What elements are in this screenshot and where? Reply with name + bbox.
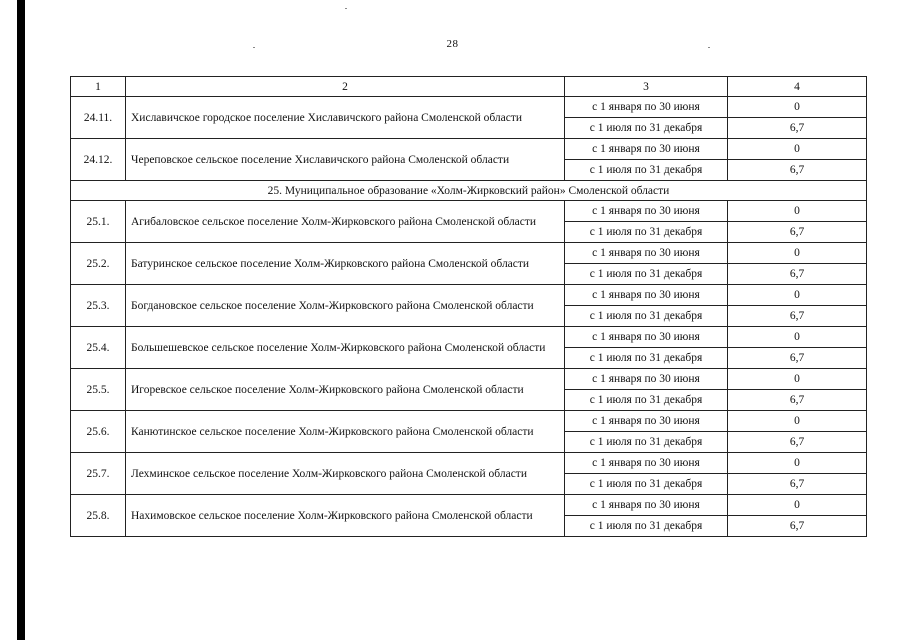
period-second-half: с 1 июля по 31 декабря [565, 222, 728, 243]
period-first-half: с 1 января по 30 июня [565, 453, 728, 474]
period-first-half: с 1 января по 30 июня [565, 285, 728, 306]
table-row [71, 453, 867, 474]
period-first-half: с 1 января по 30 июня [565, 495, 728, 516]
rate-second-half: 6,7 [728, 222, 867, 243]
table-row [71, 495, 867, 516]
scan-speck [345, 8, 347, 9]
table-row [71, 139, 867, 160]
period-first-half: с 1 января по 30 июня [565, 411, 728, 432]
row-number: 25.6. [71, 411, 126, 453]
row-number: 24.12. [71, 139, 126, 181]
settlement-name: Хиславичское городское поселение Хиславичского района Смоленской области [126, 97, 565, 139]
page-number: 28 [446, 38, 459, 50]
table-row [71, 369, 867, 390]
settlement-name: Богдановское сельское поселение Холм-Жирковского района Смоленской области [126, 285, 565, 327]
period-second-half: с 1 июля по 31 декабря [565, 348, 728, 369]
rate-second-half: 6,7 [728, 264, 867, 285]
row-number: 25.3. [71, 285, 126, 327]
period-first-half: с 1 января по 30 июня [565, 139, 728, 160]
rate-first-half: 0 [728, 243, 867, 264]
rate-first-half: 0 [728, 285, 867, 306]
period-first-half: с 1 января по 30 июня [565, 97, 728, 118]
rate-second-half: 6,7 [728, 348, 867, 369]
rate-second-half: 6,7 [728, 432, 867, 453]
scan-edge-bar [17, 0, 25, 640]
period-second-half: с 1 июля по 31 декабря [565, 474, 728, 495]
table-row [71, 327, 867, 348]
section-heading-row [71, 181, 867, 201]
settlement-name: Нахимовское сельское поселение Холм-Жирковского района Смоленской области [126, 495, 565, 537]
period-first-half: с 1 января по 30 июня [565, 243, 728, 264]
rate-first-half: 0 [728, 97, 867, 118]
settlement-name: Игоревское сельское поселение Холм-Жирковского района Смоленской области [126, 369, 565, 411]
period-second-half: с 1 июля по 31 декабря [565, 432, 728, 453]
table-row [71, 201, 867, 222]
row-number: 25.7. [71, 453, 126, 495]
settlement-name: Батуринское сельское поселение Холм-Жирковского района Смоленской области [126, 243, 565, 285]
period-second-half: с 1 июля по 31 декабря [565, 160, 728, 181]
period-first-half: с 1 января по 30 июня [565, 327, 728, 348]
row-number: 25.5. [71, 369, 126, 411]
rate-first-half: 0 [728, 495, 867, 516]
row-number: 25.1. [71, 201, 126, 243]
column-header-3: 3 [565, 77, 728, 97]
table-header-row [71, 77, 867, 97]
table-row [71, 97, 867, 118]
rate-second-half: 6,7 [728, 516, 867, 537]
rate-first-half: 0 [728, 139, 867, 160]
rate-first-half: 0 [728, 327, 867, 348]
settlement-name: Канютинское сельское поселение Холм-Жирковского района Смоленской области [126, 411, 565, 453]
settlement-name: Лехминское сельское поселение Холм-Жирковского района Смоленской области [126, 453, 565, 495]
rate-second-half: 6,7 [728, 474, 867, 495]
period-second-half: с 1 июля по 31 декабря [565, 306, 728, 327]
rate-first-half: 0 [728, 411, 867, 432]
rate-second-half: 6,7 [728, 118, 867, 139]
settlement-name: Большешевское сельское поселение Холм-Жирковского района Смоленской области [126, 327, 565, 369]
column-header-4: 4 [728, 77, 867, 97]
row-number: 25.8. [71, 495, 126, 537]
period-second-half: с 1 июля по 31 декабря [565, 390, 728, 411]
rate-first-half: 0 [728, 369, 867, 390]
period-first-half: с 1 января по 30 июня [565, 201, 728, 222]
rate-first-half: 0 [728, 201, 867, 222]
rate-second-half: 6,7 [728, 160, 867, 181]
column-header-1: 1 [71, 77, 126, 97]
row-number: 25.4. [71, 327, 126, 369]
table-row [71, 243, 867, 264]
table-row [71, 411, 867, 432]
table-row [71, 285, 867, 306]
row-number: 25.2. [71, 243, 126, 285]
rate-first-half: 0 [728, 453, 867, 474]
period-second-half: с 1 июля по 31 декабря [565, 264, 728, 285]
period-first-half: с 1 января по 30 июня [565, 369, 728, 390]
rate-second-half: 6,7 [728, 306, 867, 327]
column-header-2: 2 [126, 77, 565, 97]
row-number: 24.11. [71, 97, 126, 139]
tax-rate-table [70, 76, 867, 537]
settlement-name: Агибаловское сельское поселение Холм-Жирковского района Смоленской области [126, 201, 565, 243]
settlement-name: Череповское сельское поселение Хиславичского района Смоленской области [126, 139, 565, 181]
section-heading: 25. Муниципальное образование «Холм-Жирковский район» Смоленской области [71, 181, 867, 201]
period-second-half: с 1 июля по 31 декабря [565, 516, 728, 537]
rate-second-half: 6,7 [728, 390, 867, 411]
period-second-half: с 1 июля по 31 декабря [565, 118, 728, 139]
